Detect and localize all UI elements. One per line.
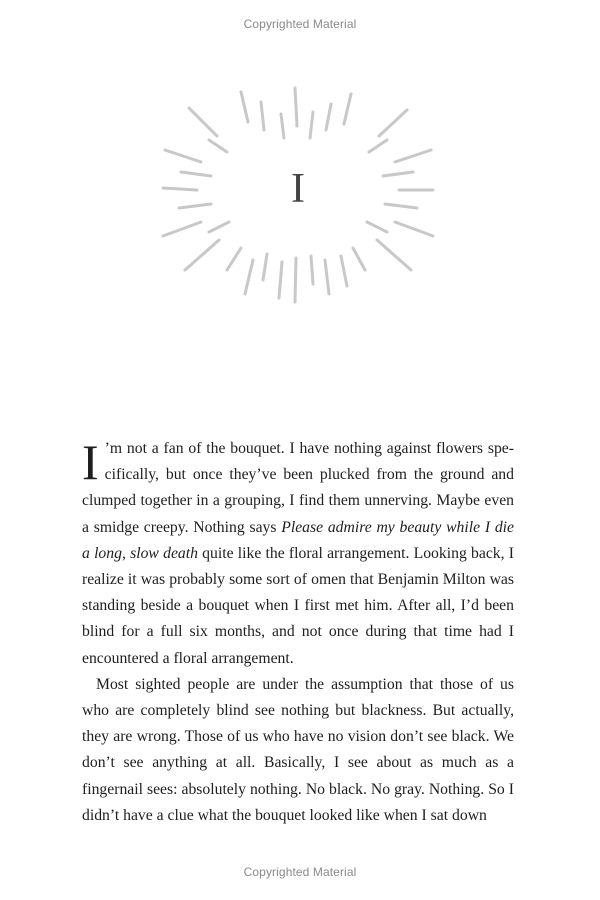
copyright-header: Copyrighted Material — [243, 17, 357, 31]
paragraph-2: Most sighted people are under the assumption that those of us who are completely blind see nothing but blackness. But actually, they are wrong. Those of us who have no vision don’t see black. We don’t see anything at all. Basically, I see about as much as a fingernail sees: absolutely nothing. No black. No gray. Nothing. So I didn’t have a clue what the bouquet looked like when I sat down — [82, 675, 514, 824]
chapter-number: I — [291, 166, 305, 212]
chapter-body — [82, 436, 514, 829]
paragraph-1-text-b: quite like the floral arrangement. Looking back, I realize it was probably some sort of omen that Benjamin Milton was standing beside a bouquet when I first met him. After all, I’d been blind for a full six months, and not once during that time had I encountered a floral arrangement. — [82, 544, 514, 667]
paragraph-1-text-a: ’m not a fan of the bouquet. I have nothing against flowers specifically, but once they’ve been plucked from the ground and clumped together in a grouping, I find them unnerving. Maybe even a smidge creepy. Nothing says — [82, 440, 514, 536]
paragraph-1-italic: Please admire my beauty while I die a long, slow death — [82, 518, 514, 562]
paragraph-1 — [82, 436, 514, 672]
copyright-footer: Copyrighted Material — [243, 865, 357, 879]
drop-cap: I — [82, 434, 99, 490]
